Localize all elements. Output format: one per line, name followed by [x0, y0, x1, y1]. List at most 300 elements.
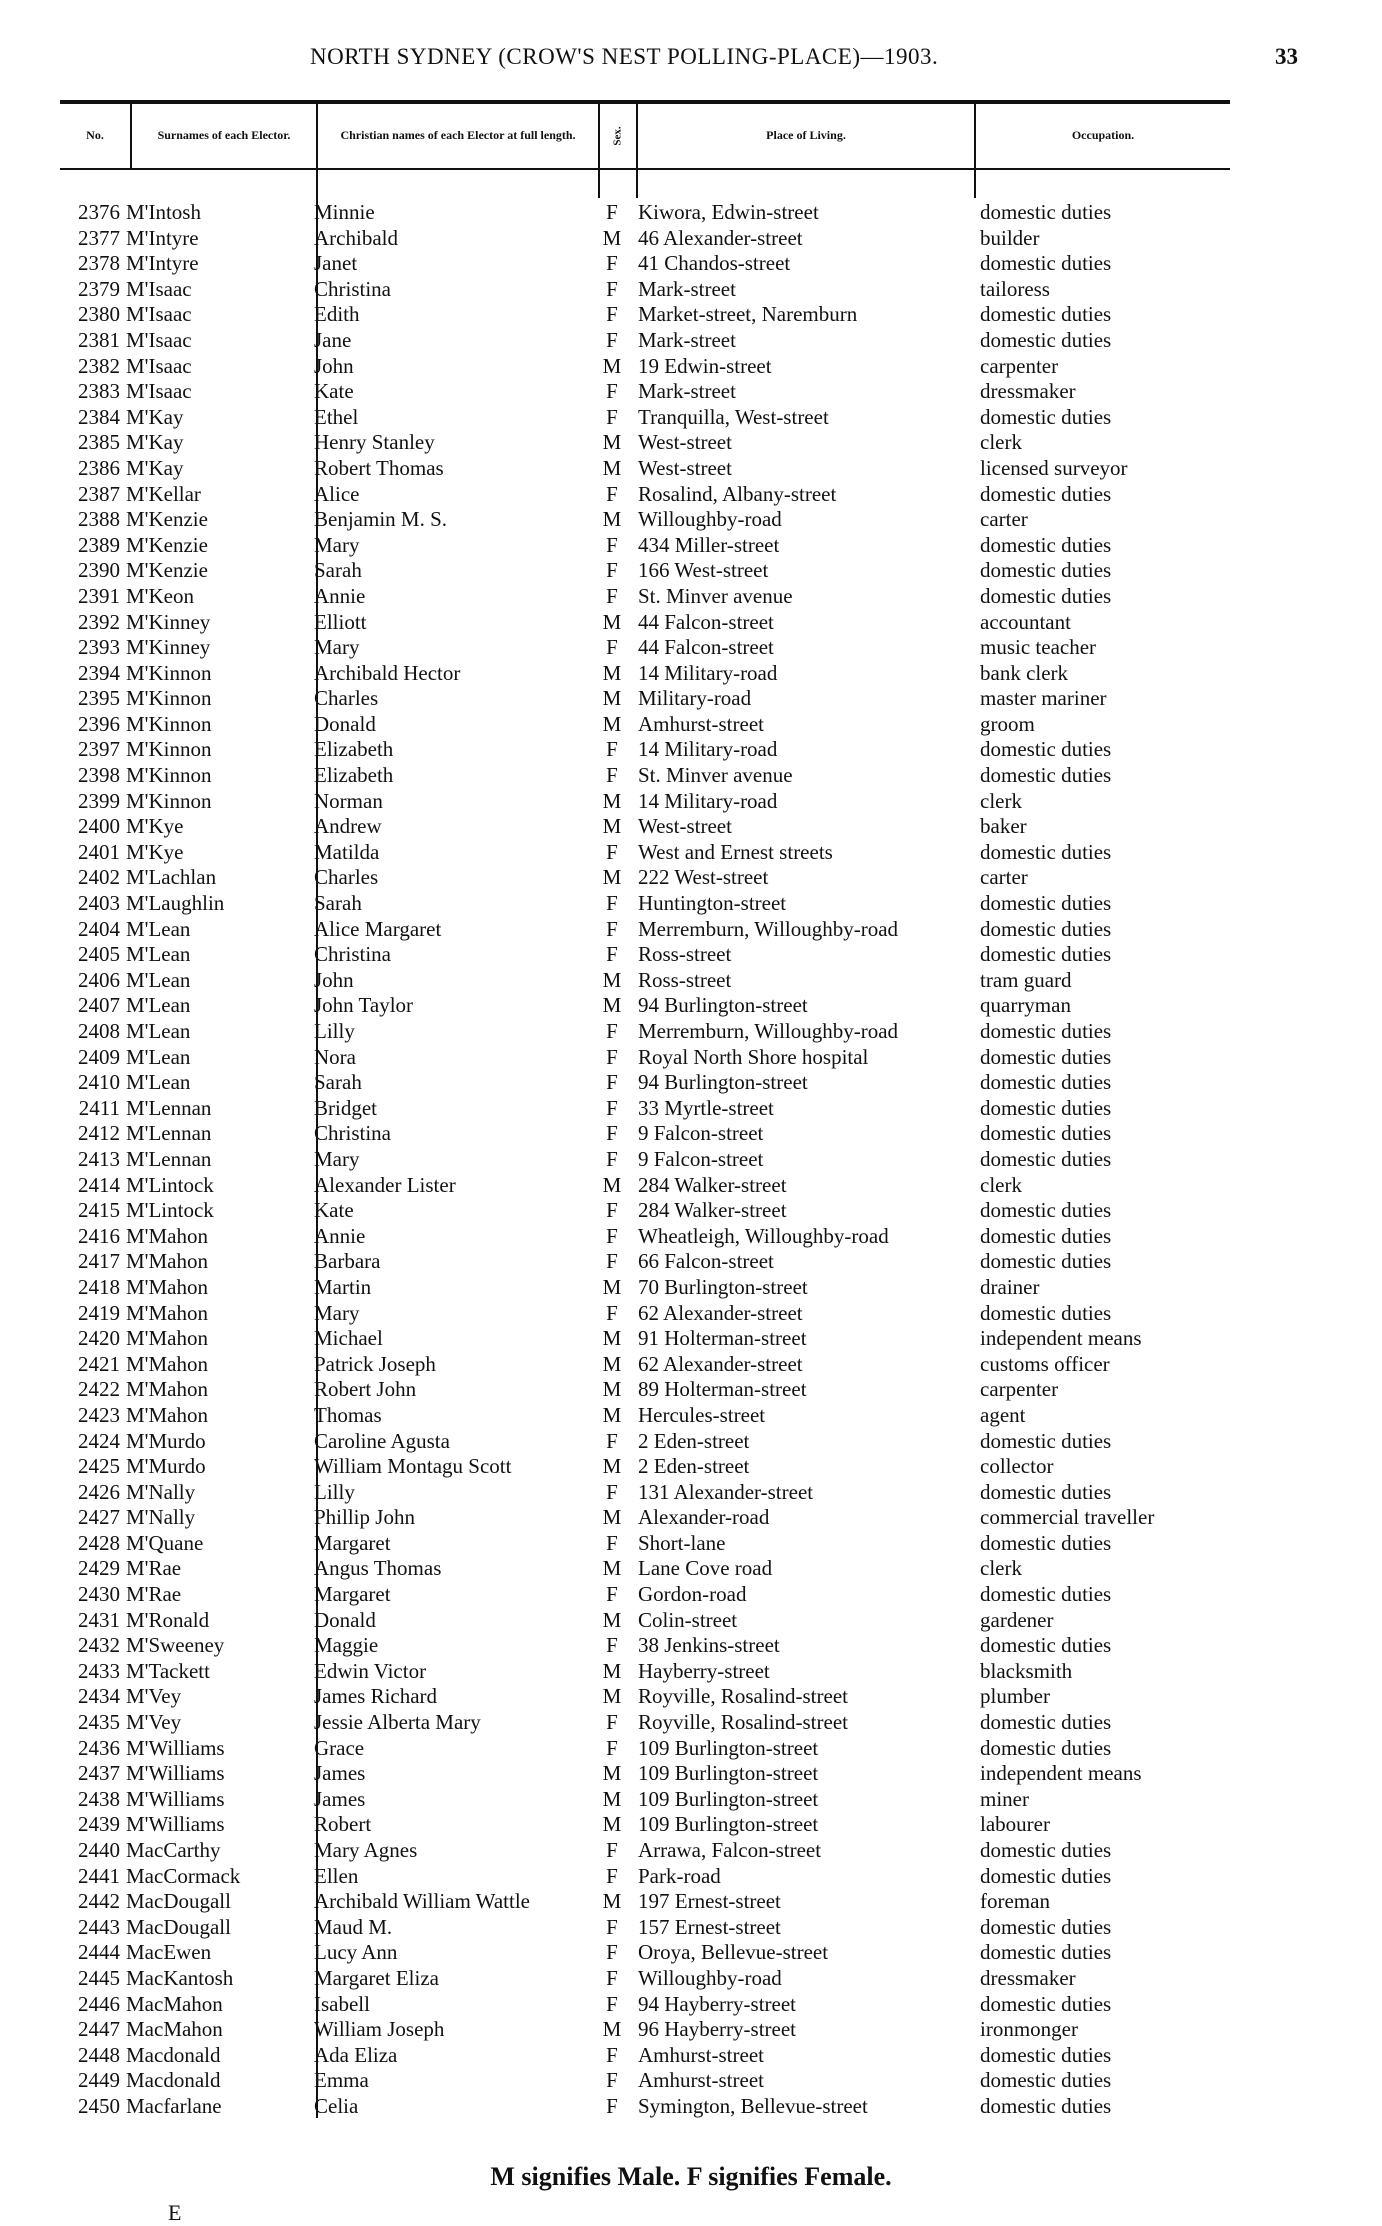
cell-christian-names: William Joseph — [314, 2017, 445, 2042]
table-row — [0, 1787, 1382, 1813]
cell-occupation: bank clerk — [980, 660, 1069, 685]
cell-no: 2391 — [78, 583, 120, 608]
cell-surname: M'Kinnon — [126, 788, 212, 813]
cell-surname: MacMahon — [126, 2017, 223, 2042]
cell-surname: M'Mahon — [126, 1249, 208, 1274]
cell-christian-names: William Montagu Scott — [314, 1454, 512, 1479]
cell-occupation: domestic duties — [980, 302, 1112, 327]
cell-christian-names: Donald — [314, 711, 376, 736]
cell-no: 2407 — [78, 993, 120, 1018]
cell-sex: F — [606, 1070, 618, 1095]
cell-christian-names: Benjamin M. S. — [314, 507, 448, 532]
cell-surname: M'Murdo — [126, 1454, 206, 1479]
cell-surname: Macdonald — [126, 2042, 221, 2067]
cell-occupation: domestic duties — [980, 1223, 1112, 1248]
cell-place-of-living: Merremburn, Willoughby-road — [638, 1019, 899, 1043]
cell-surname: MacCarthy — [126, 1838, 221, 1862]
cell-christian-names: Lilly — [314, 1479, 355, 1504]
cell-surname: M'Lean — [126, 967, 191, 992]
cell-occupation: domestic duties — [980, 558, 1112, 583]
cell-place-of-living: West-street — [638, 430, 732, 455]
cell-no: 2429 — [78, 1556, 120, 1581]
cell-no: 2430 — [78, 1582, 120, 1607]
cell-surname: M'Isaac — [126, 276, 192, 301]
cell-place-of-living: 96 Hayberry-street — [638, 2017, 797, 2042]
cell-sex: M — [602, 430, 622, 455]
cell-christian-names: Annie — [314, 583, 366, 608]
table-row — [0, 1045, 1382, 1071]
table-row — [0, 763, 1382, 789]
cell-christian-names: Charles — [314, 865, 379, 890]
cell-sex: F — [606, 1300, 618, 1325]
table-row — [0, 1147, 1382, 1173]
cell-surname: M'Mahon — [126, 1351, 208, 1376]
cell-sex: F — [606, 1095, 618, 1120]
cell-occupation: accountant — [980, 609, 1071, 634]
cell-place-of-living: 9 Falcon-street — [638, 1121, 764, 1146]
cell-occupation: domestic duties — [980, 2093, 1112, 2118]
cell-no: 2389 — [78, 532, 120, 557]
cell-no: 2409 — [78, 1044, 120, 1069]
cell-place-of-living: 38 Jenkins-street — [638, 1633, 780, 1658]
cell-sex: F — [606, 558, 618, 583]
cell-place-of-living: Amhurst-street — [638, 711, 764, 736]
cell-christian-names: Archibald William Wattle — [314, 1889, 530, 1914]
cell-sex: M — [602, 1607, 622, 1632]
column-header-no: No. — [60, 104, 132, 170]
cell-christian-names: Matilda — [314, 839, 380, 864]
cell-christian-names: Archibald — [314, 225, 398, 250]
cell-place-of-living: 2 Eden-street — [638, 1454, 750, 1479]
cell-surname: MacDougall — [126, 1889, 231, 1914]
table-row — [0, 328, 1382, 354]
cell-surname: MacKantosh — [126, 1965, 234, 1990]
cell-sex: M — [602, 1761, 622, 1786]
cell-place-of-living: 33 Myrtle-street — [638, 1095, 774, 1120]
cell-sex: M — [602, 1505, 622, 1530]
table-row — [0, 1275, 1382, 1301]
cell-christian-names: Donald — [314, 1607, 376, 1632]
cell-no: 2436 — [78, 1735, 120, 1760]
cell-place-of-living: 157 Ernest-street — [638, 1914, 781, 1939]
cell-occupation: domestic duties — [980, 1198, 1112, 1223]
cell-place-of-living: Alexander-road — [638, 1505, 770, 1530]
table-row — [0, 2094, 1382, 2120]
cell-no: 2406 — [78, 967, 120, 992]
cell-surname: M'Tackett — [126, 1658, 210, 1683]
cell-sex: F — [606, 839, 618, 864]
cell-christian-names: Elliott — [314, 609, 367, 634]
cell-surname: M'Kenzie — [126, 558, 208, 583]
cell-sex: M — [602, 507, 622, 532]
cell-sex: M — [602, 1402, 622, 1427]
cell-sex: M — [602, 455, 622, 480]
cell-surname: M'Kinney — [126, 609, 211, 634]
cell-no: 2444 — [78, 1940, 120, 1965]
cell-surname: M'Isaac — [126, 302, 192, 327]
cell-place-of-living: 62 Alexander-street — [638, 1351, 803, 1376]
cell-sex: M — [602, 1454, 622, 1479]
cell-occupation: quarryman — [980, 993, 1071, 1018]
cell-no: 2388 — [78, 507, 120, 532]
cell-christian-names: Alice — [314, 481, 360, 506]
cell-place-of-living: West-street — [638, 455, 732, 480]
cell-christian-names: Sarah — [314, 891, 362, 916]
cell-no: 2438 — [78, 1786, 120, 1811]
cell-occupation: ironmonger — [980, 2017, 1078, 2042]
cell-surname: M'Williams — [126, 1761, 225, 1786]
cell-christian-names: Mary — [314, 1300, 360, 1325]
cell-place-of-living: 109 Burlington-street — [638, 1812, 819, 1837]
cell-surname: M'Lachlan — [126, 865, 217, 890]
cell-place-of-living: 284 Walker-street — [638, 1172, 787, 1197]
cell-sex: F — [606, 1121, 618, 1146]
cell-no: 2392 — [78, 609, 120, 634]
cell-place-of-living: Military-road — [638, 686, 752, 711]
table-row — [0, 1249, 1382, 1275]
page-header — [0, 44, 1382, 74]
table-row — [0, 1019, 1382, 1045]
cell-surname: M'Ronald — [126, 1607, 210, 1632]
cell-surname: M'Lean — [126, 1044, 191, 1069]
cell-surname: M'Nally — [126, 1505, 196, 1530]
cell-place-of-living: Mark-street — [638, 379, 736, 404]
cell-place-of-living: 197 Ernest-street — [638, 1889, 781, 1914]
cell-christian-names: John — [314, 353, 354, 378]
cell-surname: M'Isaac — [126, 379, 192, 404]
cell-occupation: miner — [980, 1786, 1029, 1811]
electors-table — [0, 200, 1382, 2120]
cell-sex: M — [602, 1684, 622, 1709]
cell-christian-names: Martin — [314, 1274, 372, 1299]
cell-surname: M'Rae — [126, 1556, 182, 1581]
cell-christian-names: Robert Thomas — [314, 455, 444, 480]
cell-christian-names: Angus Thomas — [314, 1556, 442, 1581]
table-row — [0, 405, 1382, 431]
cell-surname: M'Murdo — [126, 1428, 206, 1453]
cell-christian-names: James — [314, 1761, 366, 1786]
cell-surname: M'Laughlin — [126, 891, 225, 916]
cell-place-of-living: 66 Falcon-street — [638, 1249, 774, 1274]
cell-occupation: domestic duties — [980, 404, 1112, 429]
cell-sex: F — [606, 1223, 618, 1248]
cell-no: 2440 — [78, 1838, 120, 1862]
cell-occupation: domestic duties — [980, 1070, 1112, 1095]
cell-surname: M'Keon — [126, 583, 194, 608]
cell-occupation: domestic duties — [980, 839, 1112, 864]
cell-sex: M — [602, 967, 622, 992]
cell-occupation: domestic duties — [980, 583, 1112, 608]
cell-sex: M — [602, 993, 622, 1018]
table-row — [0, 737, 1382, 763]
cell-sex: F — [606, 635, 618, 660]
table-row — [0, 1096, 1382, 1122]
table-row — [0, 1915, 1382, 1941]
cell-sex: F — [606, 1940, 618, 1965]
cell-no: 2395 — [78, 686, 120, 711]
cell-surname: M'Kenzie — [126, 507, 208, 532]
cell-surname: MacMahon — [126, 1991, 223, 2016]
cell-place-of-living: 166 West-street — [638, 558, 769, 583]
cell-no: 2398 — [78, 763, 120, 788]
cell-surname: M'Vey — [126, 1684, 182, 1709]
cell-sex: F — [606, 481, 618, 506]
cell-christian-names: Margaret — [314, 1530, 391, 1555]
cell-occupation: domestic duties — [980, 763, 1112, 788]
cell-christian-names: Ada Eliza — [314, 2042, 398, 2067]
table-row — [0, 1633, 1382, 1659]
cell-christian-names: Henry Stanley — [314, 430, 435, 455]
cell-christian-names: Michael — [314, 1326, 383, 1351]
table-row — [0, 1352, 1382, 1378]
cell-place-of-living: St. Minver avenue — [638, 583, 793, 608]
cell-christian-names: Lilly — [314, 1019, 355, 1043]
table-row — [0, 226, 1382, 252]
cell-no: 2383 — [78, 379, 120, 404]
table-row — [0, 2043, 1382, 2069]
table-row — [0, 789, 1382, 815]
column-header-surname: Surnames of each Elector. — [132, 104, 318, 170]
column-header-occupation: Occupation. — [976, 104, 1230, 170]
cell-occupation: carpenter — [980, 1377, 1059, 1402]
cell-surname: M'Lean — [126, 1019, 191, 1043]
cell-no: 2400 — [78, 814, 120, 839]
cell-christian-names: Phillip John — [314, 1505, 415, 1530]
cell-place-of-living: Hercules-street — [638, 1402, 766, 1427]
table-row — [0, 1198, 1382, 1224]
cell-place-of-living: 434 Miller-street — [638, 532, 780, 557]
cell-place-of-living: Gordon-road — [638, 1582, 747, 1607]
column-header-christian: Christian names of each Elector at full length. — [318, 104, 600, 170]
table-row — [0, 456, 1382, 482]
footer-signature: E — [168, 2200, 182, 2225]
cell-place-of-living: 91 Holterman-street — [638, 1326, 807, 1351]
cell-surname: MacDougall — [126, 1914, 231, 1939]
cell-occupation: domestic duties — [980, 1300, 1112, 1325]
cell-surname: M'Kenzie — [126, 532, 208, 557]
cell-place-of-living: 94 Burlington-street — [638, 993, 808, 1018]
cell-surname: Macdonald — [126, 2068, 221, 2093]
cell-place-of-living: Amhurst-street — [638, 2042, 764, 2067]
cell-christian-names: Margaret Eliza — [314, 1965, 439, 1990]
cell-no: 2384 — [78, 404, 120, 429]
cell-occupation: domestic duties — [980, 1428, 1112, 1453]
cell-christian-names: Maud M. — [314, 1914, 393, 1939]
cell-occupation: carter — [980, 507, 1028, 532]
cell-surname: M'Sweeney — [126, 1633, 225, 1658]
cell-place-of-living: Tranquilla, West-street — [638, 404, 829, 429]
cell-christian-names: Edith — [314, 302, 360, 327]
cell-place-of-living: 44 Falcon-street — [638, 635, 774, 660]
cell-christian-names: Jessie Alberta Mary — [314, 1710, 481, 1735]
cell-place-of-living: Royal North Shore hospital — [638, 1044, 869, 1069]
cell-surname: M'Kye — [126, 814, 184, 839]
cell-place-of-living: 89 Holterman-street — [638, 1377, 807, 1402]
cell-sex: M — [602, 686, 622, 711]
table-row — [0, 200, 1382, 226]
table-row — [0, 558, 1382, 584]
cell-christian-names: John Taylor — [314, 993, 414, 1018]
cell-surname: M'Mahon — [126, 1377, 208, 1402]
cell-place-of-living: Ross-street — [638, 942, 732, 967]
cell-no: 2442 — [78, 1889, 120, 1914]
cell-christian-names: Mary Agnes — [314, 1838, 418, 1862]
cell-occupation: dressmaker — [980, 379, 1076, 404]
table-row — [0, 942, 1382, 968]
cell-christian-names: Bridget — [314, 1095, 377, 1120]
cell-surname: M'Isaac — [126, 327, 192, 352]
table-row — [0, 430, 1382, 456]
cell-no: 2412 — [78, 1121, 120, 1146]
cell-sex: F — [606, 200, 618, 224]
cell-no: 2386 — [78, 455, 120, 480]
cell-sex: M — [602, 865, 622, 890]
cell-sex: F — [606, 583, 618, 608]
table-row — [0, 1301, 1382, 1327]
table-row — [0, 686, 1382, 712]
column-header-sex-label: Sex. — [611, 126, 624, 146]
cell-sex: M — [602, 1351, 622, 1376]
cell-christian-names: Margaret — [314, 1582, 391, 1607]
cell-occupation: domestic duties — [980, 1914, 1112, 1939]
cell-sex: F — [606, 1146, 618, 1171]
cell-christian-names: Jane — [314, 327, 352, 352]
cell-occupation: clerk — [980, 788, 1022, 813]
cell-no: 2419 — [78, 1300, 120, 1325]
cell-christian-names: Lucy Ann — [314, 1940, 398, 1965]
cell-no: 2437 — [78, 1761, 120, 1786]
cell-no: 2417 — [78, 1249, 120, 1274]
table-row — [0, 712, 1382, 738]
cell-place-of-living: Mark-street — [638, 276, 736, 301]
cell-sex: M — [602, 2017, 622, 2042]
cell-occupation: domestic duties — [980, 481, 1112, 506]
cell-place-of-living: 284 Walker-street — [638, 1198, 787, 1223]
cell-no: 2448 — [78, 2042, 120, 2067]
cell-sex: M — [602, 788, 622, 813]
cell-no: 2408 — [78, 1019, 120, 1043]
cell-place-of-living: Huntington-street — [638, 891, 787, 916]
cell-no: 2428 — [78, 1530, 120, 1555]
table-row — [0, 917, 1382, 943]
cell-place-of-living: West and Ernest streets — [638, 839, 833, 864]
cell-surname: M'Kinnon — [126, 660, 212, 685]
cell-surname: M'Mahon — [126, 1300, 208, 1325]
cell-occupation: collector — [980, 1454, 1054, 1479]
cell-sex: F — [606, 404, 618, 429]
cell-surname: M'Lennan — [126, 1121, 212, 1146]
table-row — [0, 1531, 1382, 1557]
cell-place-of-living: Royville, Rosalind-street — [638, 1684, 848, 1709]
table-row — [0, 1454, 1382, 1480]
cell-place-of-living: Kiwora, Edwin-street — [638, 200, 819, 224]
cell-sex: M — [602, 1786, 622, 1811]
table-row — [0, 1556, 1382, 1582]
cell-place-of-living: 9 Falcon-street — [638, 1146, 764, 1171]
cell-sex: F — [606, 763, 618, 788]
cell-christian-names: John — [314, 967, 354, 992]
cell-occupation: domestic duties — [980, 327, 1112, 352]
cell-occupation: domestic duties — [980, 891, 1112, 916]
page-title: NORTH SYDNEY (CROW'S NEST POLLING-PLACE)—1903. — [310, 44, 939, 69]
table-row — [0, 865, 1382, 891]
cell-surname: M'Lean — [126, 1070, 191, 1095]
cell-occupation: master mariner — [980, 686, 1107, 711]
cell-occupation: groom — [980, 711, 1035, 736]
table-row — [0, 251, 1382, 277]
cell-christian-names: Alexander Lister — [314, 1172, 456, 1197]
cell-surname: M'Williams — [126, 1786, 225, 1811]
cell-no: 2434 — [78, 1684, 120, 1709]
cell-sex: M — [602, 225, 622, 250]
cell-christian-names: Norman — [314, 788, 383, 813]
cell-no: 2432 — [78, 1633, 120, 1658]
cell-no: 2424 — [78, 1428, 120, 1453]
cell-occupation: domestic duties — [980, 1019, 1112, 1043]
cell-occupation: domestic duties — [980, 532, 1112, 557]
cell-surname: M'Kinney — [126, 635, 211, 660]
cell-surname: M'Kye — [126, 839, 184, 864]
cell-occupation: domestic duties — [980, 1044, 1112, 1069]
cell-sex: F — [606, 1710, 618, 1735]
cell-christian-names: Mary — [314, 532, 360, 557]
cell-occupation: domestic duties — [980, 1838, 1112, 1862]
cell-occupation: domestic duties — [980, 737, 1112, 762]
cell-place-of-living: 41 Chandos-street — [638, 251, 791, 276]
cell-christian-names: Kate — [314, 379, 354, 404]
cell-occupation: agent — [980, 1402, 1026, 1427]
cell-occupation: independent means — [980, 1761, 1142, 1786]
cell-surname: M'Nally — [126, 1479, 196, 1504]
cell-sex: F — [606, 379, 618, 404]
cell-sex: F — [606, 2068, 618, 2093]
cell-place-of-living: Rosalind, Albany-street — [638, 481, 837, 506]
cell-occupation: clerk — [980, 1556, 1022, 1581]
cell-no: 2423 — [78, 1402, 120, 1427]
table-row — [0, 1326, 1382, 1352]
cell-occupation: gardener — [980, 1607, 1054, 1632]
cell-surname: M'Kay — [126, 404, 184, 429]
cell-no: 2385 — [78, 430, 120, 455]
cell-no: 2447 — [78, 2017, 120, 2042]
table-row — [0, 1684, 1382, 1710]
cell-sex: M — [602, 1274, 622, 1299]
cell-no: 2439 — [78, 1812, 120, 1837]
cell-occupation: drainer — [980, 1274, 1040, 1299]
cell-no: 2394 — [78, 660, 120, 685]
cell-place-of-living: 14 Military-road — [638, 788, 778, 813]
cell-place-of-living: Hayberry-street — [638, 1658, 770, 1683]
cell-no: 2397 — [78, 737, 120, 762]
table-row — [0, 482, 1382, 508]
table-row — [0, 968, 1382, 994]
cell-surname: M'Intosh — [126, 200, 201, 224]
table-row — [0, 302, 1382, 328]
cell-surname: M'Quane — [126, 1530, 204, 1555]
cell-surname: MacCormack — [126, 1863, 241, 1888]
table-row — [0, 814, 1382, 840]
cell-sex: M — [602, 353, 622, 378]
cell-no: 2420 — [78, 1326, 120, 1351]
table-row — [0, 1966, 1382, 1992]
cell-christian-names: Robert John — [314, 1377, 417, 1402]
cell-surname: M'Lintock — [126, 1172, 214, 1197]
table-row — [0, 533, 1382, 559]
cell-place-of-living: 14 Military-road — [638, 737, 778, 762]
page-number: 33 — [1275, 44, 1298, 69]
cell-sex: F — [606, 1249, 618, 1274]
cell-surname: M'Williams — [126, 1812, 225, 1837]
